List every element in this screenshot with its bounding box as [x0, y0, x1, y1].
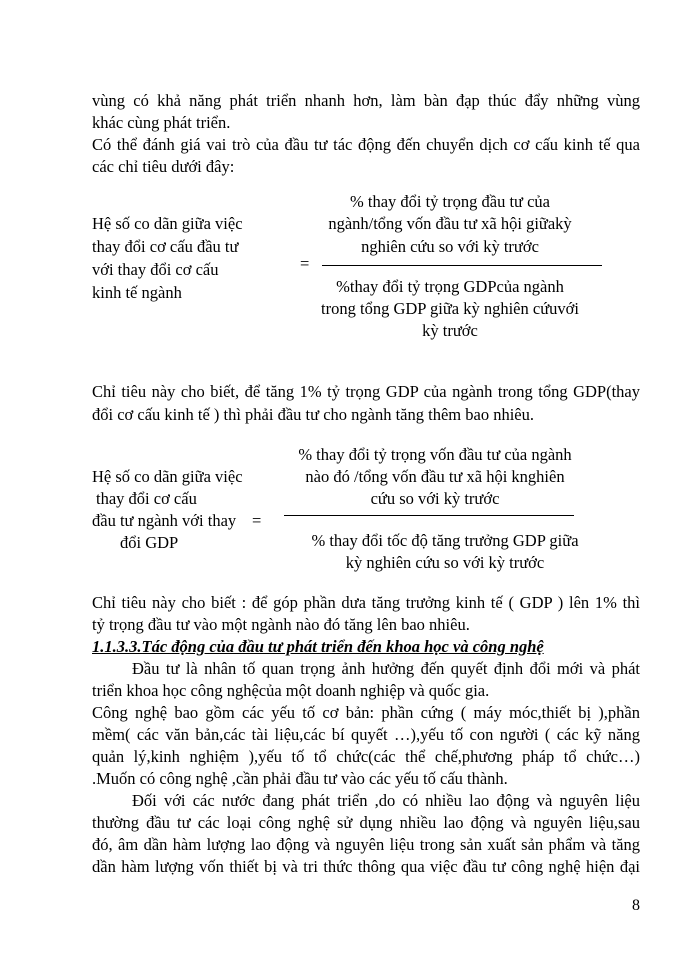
denominator-line: % thay đổi tốc độ tăng trưởng GDP giữa [311, 531, 579, 550]
denominator-line: trong tổng GDP giữa kỳ nghiên cứuvới [321, 299, 579, 318]
paragraph-line: đó, âm dần hàm lượng lao động và nguyên liệu trong sản xuất sản phẩm và tăng [92, 835, 640, 854]
formula-left-line: Hệ số co dãn giữa việc [92, 214, 243, 233]
formula-left-line: đầu tư ngành với thay [92, 511, 237, 530]
paragraph-line: Chỉ tiêu này cho biết, để tăng 1% tỷ trọng GDP của ngành trong tổng GDP(thay [92, 382, 640, 401]
numerator-line: cứu so với kỳ trước [370, 489, 500, 508]
paragraph-line: Công nghệ bao gồm các yếu tố cơ bản: phần cứng ( máy móc,thiết bị ),phần [92, 703, 640, 722]
formula-left-line: kinh tế ngành [92, 283, 182, 302]
numerator-line: % thay đổi tỷ trọng đầu tư của [349, 192, 551, 211]
paragraph-line: các chỉ tiêu dưới đây: [92, 157, 235, 176]
paragraph-line: quản lý,kinh nghiệm ),yếu tố tổ chức(các thể chế,phương pháp tổ chức…) [92, 747, 640, 766]
paragraph-line: khác cùng phát triển. [92, 113, 231, 132]
paragraph-line: Có thể đánh giá vai trò của đầu tư tác động đến chuyển dịch cơ cấu kinh tế qua [92, 135, 640, 154]
page-number: 8 [632, 897, 640, 914]
paragraph-line: Đối với các nước đang phát triển ,do có nhiều lao động và nguyên liệu [132, 791, 640, 810]
formula-left-line: Hệ số co dãn giữa việc [92, 467, 243, 486]
paragraph-line: vùng có khả năng phát triển nhanh hơn, làm bàn đạp thúc đẩy những vùng [92, 91, 640, 110]
paragraph-line: triển khoa học công nghệcủa một doanh nghiệp và quốc gia. [92, 681, 490, 700]
paragraph-line: dần hàm lượng vốn thiết bị và tri thức thông qua việc đầu tư công nghệ hiện đại [92, 857, 640, 876]
denominator-line: kỳ nghiên cứu so với kỳ trước [345, 553, 545, 572]
numerator-line: % thay đổi tỷ trọng vốn đầu tư của ngành [298, 445, 572, 464]
equals-sign: = [252, 511, 262, 530]
denominator-line: %thay đổi tỷ trọng GDPcủa ngành [336, 277, 564, 296]
numerator-line: nào đó /tổng vốn đầu tư xã hội knghiên [305, 467, 565, 486]
paragraph-line: mềm( các văn bản,các tài liệu,các bí quyết …),yếu tố con người ( các kỹ năng [92, 725, 640, 744]
equals-sign: = [300, 254, 310, 273]
paragraph-line: tỷ trọng đầu tư vào một ngành nào đó tăng lên bao nhiêu. [92, 615, 470, 634]
formula-left-line: thay đổi cơ cấu [96, 489, 197, 508]
formula-left-line: đổi GDP [120, 533, 179, 552]
paragraph-line: Đầu tư là nhân tố quan trọng ảnh hưởng đến quyết định đổi mới và phát [132, 659, 640, 678]
formula-left-line: với thay đổi cơ cấu [92, 260, 219, 279]
section-heading: 1.1.3.3.Tác động của đầu tư phát triển đến khoa học và công nghệ [92, 637, 544, 656]
fraction-bar [284, 515, 574, 516]
paragraph-line: thường đầu tư các loại công nghệ sử dụng nhiều lao động và nguyên liệu,sau [92, 813, 640, 832]
paragraph-line: đổi cơ cấu kinh tế ) thì phải đầu tư cho ngành tăng thêm bao nhiêu. [92, 405, 534, 424]
numerator-line: nghiên cứu so với kỳ trước [361, 237, 539, 256]
fraction-bar [322, 265, 602, 266]
numerator-line: ngành/tổng vốn đầu tư xã hội giữakỳ [328, 214, 572, 233]
paragraph-line: Chỉ tiêu này cho biết : để góp phần dưa tăng trưởng kinh tế ( GDP ) lên 1% thì [92, 593, 640, 612]
formula-left-line: thay đổi cơ cấu đầu tư [92, 237, 239, 256]
paragraph-line: .Muốn có công nghệ ,cần phải đầu tư vào các yếu tố cấu thành. [92, 769, 508, 788]
denominator-line: kỳ trước [422, 321, 478, 340]
